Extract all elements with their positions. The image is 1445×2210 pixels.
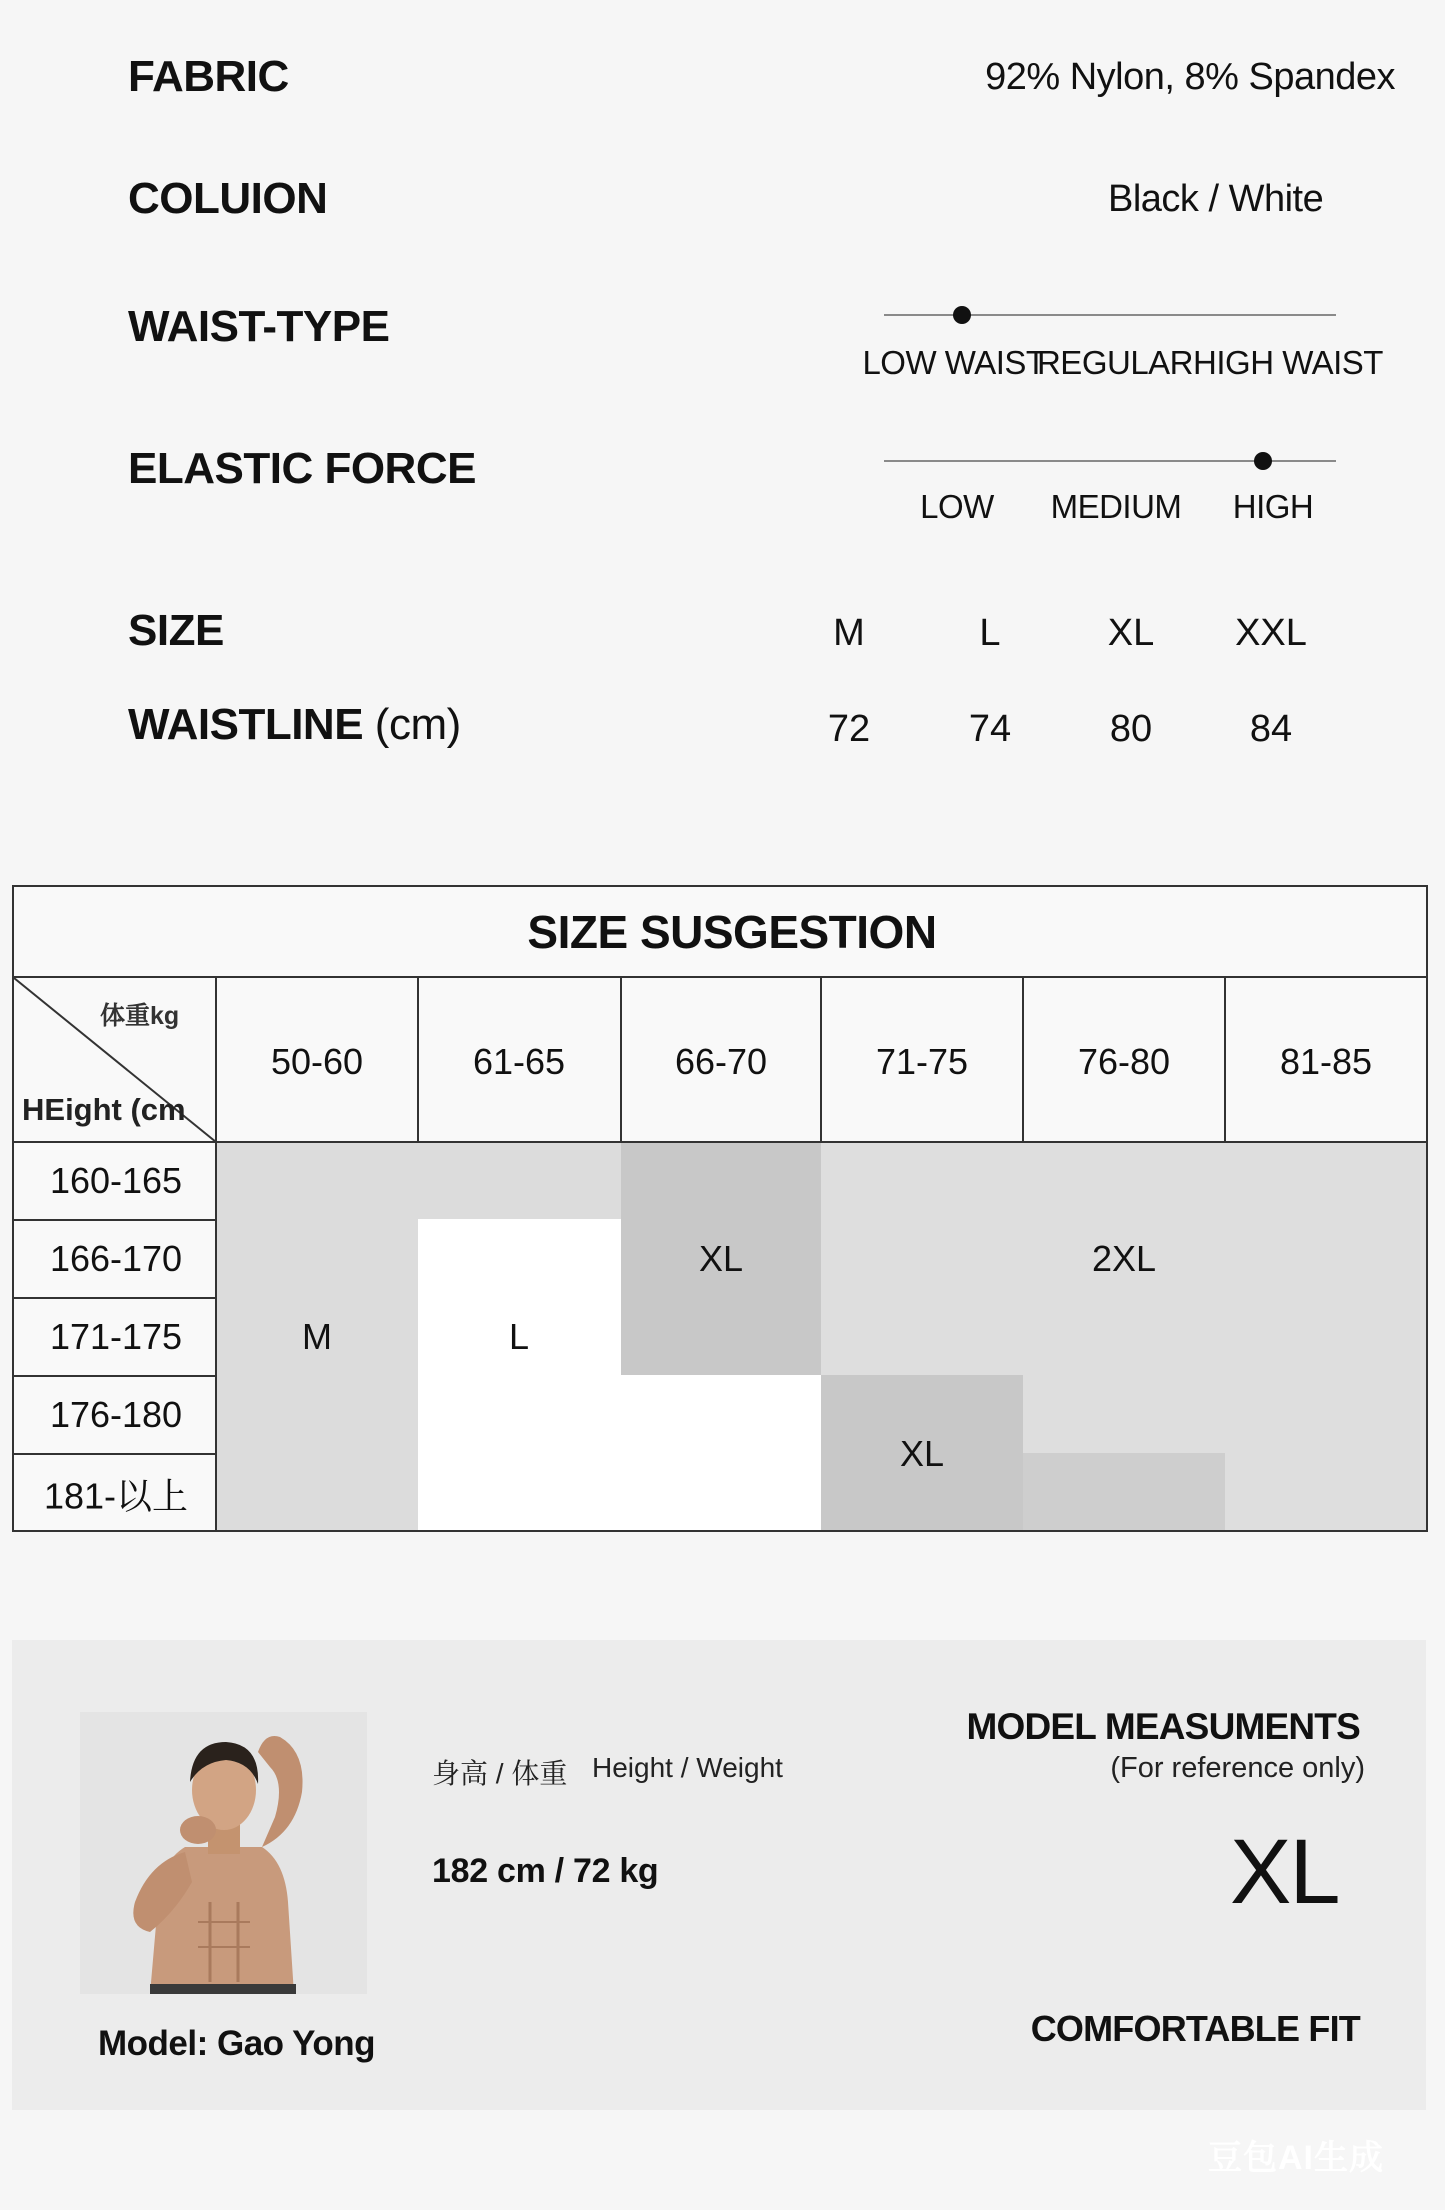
header-col-divider xyxy=(820,976,822,1142)
header-col-divider xyxy=(417,976,419,1142)
header-col-divider xyxy=(1022,976,1024,1142)
height-weight-label-cn: 身高 / 体重 xyxy=(432,1758,568,1789)
waistline-label xyxy=(128,700,461,750)
height-row-header: 181-以上 xyxy=(43,1475,189,1517)
waistline-value: 72 xyxy=(827,708,871,750)
row-divider xyxy=(12,1375,216,1377)
region-l-bottom xyxy=(621,1375,821,1531)
weight-column-header: 66-70 xyxy=(674,1041,768,1082)
region-label-m: M xyxy=(302,1316,332,1357)
color-label: COLUION xyxy=(128,174,328,223)
elastic-force-option: MEDIUM xyxy=(1050,488,1182,525)
waist-type-label: WAIST-TYPE xyxy=(128,302,390,351)
region-2xl-corner xyxy=(1225,1453,1427,1531)
table-title: SIZE SUSGESTION xyxy=(527,906,937,958)
table-border-top xyxy=(12,885,1428,887)
region-label-l: L xyxy=(508,1316,530,1357)
region-2xl-lower xyxy=(1023,1375,1427,1453)
weight-column-header: 61-65 xyxy=(472,1041,566,1082)
header-col-divider xyxy=(620,976,622,1142)
reference-note: (For reference only) xyxy=(1110,1752,1365,1784)
table-border-right xyxy=(1426,885,1428,1532)
region-l xyxy=(418,1219,621,1531)
waistline-value: 74 xyxy=(968,708,1012,750)
waist-type-option: REGULAR xyxy=(1036,344,1194,381)
height-row-header: 176-180 xyxy=(49,1394,183,1435)
row-divider xyxy=(12,1297,216,1299)
region-xl-lower-tail xyxy=(1023,1453,1225,1531)
height-row-header: 171-175 xyxy=(49,1316,183,1357)
corner-height-label: HEight (cm xyxy=(22,1092,186,1127)
size-value: XXL xyxy=(1235,612,1307,654)
model-name: Model: Gao Yong xyxy=(98,2024,376,2063)
weight-column-header: 81-85 xyxy=(1279,1041,1373,1082)
watermark: 豆包AI生成 xyxy=(1208,2139,1384,2177)
elastic-force-option: LOW xyxy=(920,488,994,525)
size-value: XL xyxy=(1107,612,1155,654)
model-photo xyxy=(80,1712,367,1994)
row-divider xyxy=(12,1453,216,1455)
elastic-force-label: ELASTIC FORCE xyxy=(128,444,476,493)
weight-column-header: 76-80 xyxy=(1077,1041,1171,1082)
waist-type-option: HIGH WAIST xyxy=(1193,344,1383,381)
model-size: XL xyxy=(1230,1821,1339,1923)
size-value: L xyxy=(979,612,1001,654)
fabric-label: FABRIC xyxy=(128,52,289,101)
elastic-force-option: HIGH xyxy=(1232,488,1314,525)
weight-column-header: 71-75 xyxy=(875,1041,969,1082)
size-value: M xyxy=(833,612,865,654)
waist-type-track xyxy=(884,314,1336,316)
region-label-2xl: 2XL xyxy=(1091,1238,1157,1279)
title-divider xyxy=(12,976,1428,978)
height-weight-value: 182 cm / 72 kg xyxy=(432,1852,659,1890)
fabric-value: 92% Nylon, 8% Spandex xyxy=(985,56,1395,98)
region-m-top xyxy=(418,1142,621,1219)
waist-type-selected-dot xyxy=(953,306,971,324)
model-figure-icon xyxy=(80,1712,367,1994)
region-label-xl-upper: XL xyxy=(698,1238,744,1279)
header-divider xyxy=(12,1141,1428,1143)
waistline-unit: (cm) xyxy=(374,700,461,749)
model-measurements-title: MODEL MEASUMENTS xyxy=(966,1706,1360,1747)
waist-type-option: LOW WAIST xyxy=(862,344,1046,381)
header-col-divider xyxy=(1224,976,1226,1142)
fit-label: COMFORTABLE FIT xyxy=(1030,2008,1360,2049)
region-label-xl-lower: XL xyxy=(899,1433,945,1474)
height-row-header: 166-170 xyxy=(49,1238,183,1279)
color-value: Black / White xyxy=(1108,178,1324,220)
height-row-header: 160-165 xyxy=(49,1160,183,1201)
waistline-value: 80 xyxy=(1109,708,1153,750)
weight-column-header: 50-60 xyxy=(270,1041,364,1082)
waistline-label-text: WAISTLINE xyxy=(128,700,364,749)
elastic-force-selected-dot xyxy=(1254,452,1272,470)
waistline-value: 84 xyxy=(1249,708,1293,750)
table-border-bottom xyxy=(12,1530,1428,1532)
corner-weight-label: 体重kg xyxy=(100,1002,180,1030)
row-divider xyxy=(12,1219,216,1221)
height-weight-label-en: Height / Weight xyxy=(592,1752,783,1783)
size-label: SIZE xyxy=(128,606,224,655)
